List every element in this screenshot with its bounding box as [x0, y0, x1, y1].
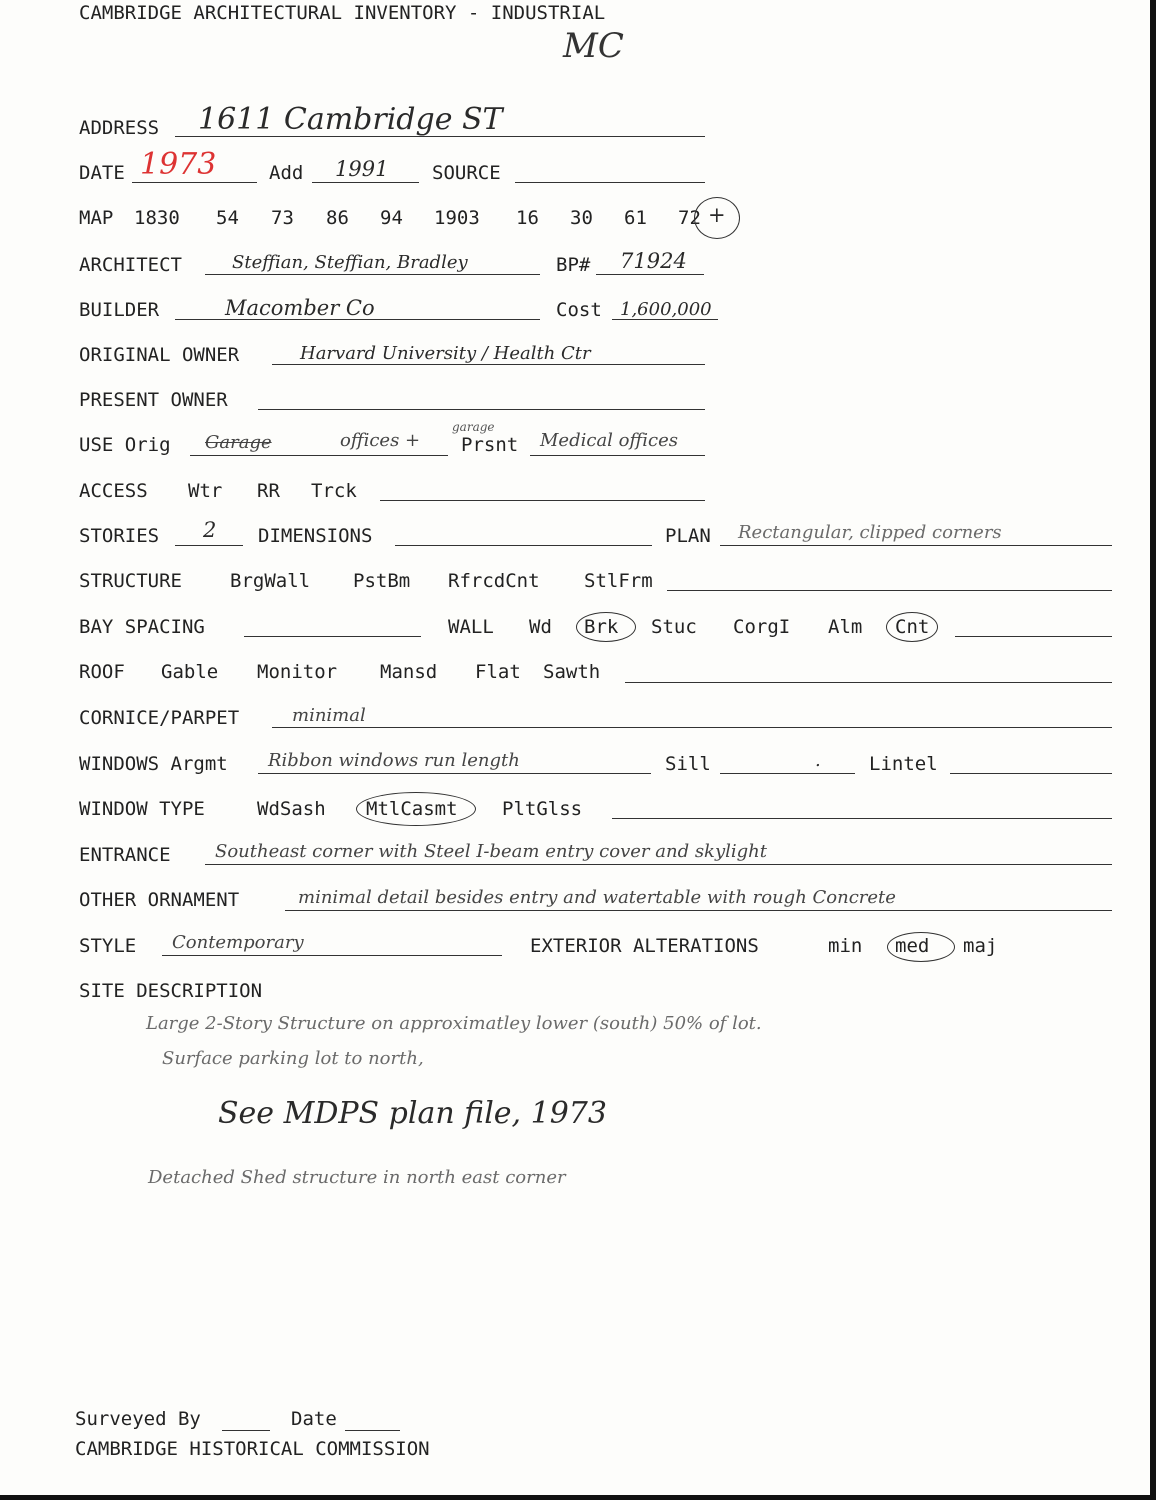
use-orig-insert: garage	[452, 420, 495, 434]
map-year: 73	[271, 207, 294, 229]
map-year: 54	[216, 207, 239, 229]
add-value: 1991	[335, 157, 389, 181]
roof-option: Monitor	[257, 661, 338, 683]
sill-label: Sill	[665, 753, 711, 775]
lintel-label: Lintel	[869, 753, 938, 775]
cornice-value: minimal	[292, 705, 366, 726]
ornament-line	[285, 910, 1112, 911]
address-label: ADDRESS	[79, 117, 160, 139]
roof-option: Sawth	[543, 661, 601, 683]
wall-line	[955, 636, 1112, 637]
surveyed-date-line	[345, 1430, 400, 1431]
alterations-circle	[887, 932, 955, 962]
access-label: ACCESS	[79, 480, 148, 502]
map-label: MAP	[79, 207, 114, 229]
surveyed-by-line	[222, 1430, 270, 1431]
cost-label: Cost	[556, 299, 602, 321]
window-type-line	[612, 818, 1112, 819]
add-label: Add	[269, 162, 304, 184]
roof-label: ROOF	[79, 661, 125, 683]
present-owner-line	[258, 409, 705, 410]
roof-option: Mansd	[380, 661, 438, 683]
entrance-value: Southeast corner with Steel I-beam entry cover and skylight	[215, 841, 767, 862]
roof-option: Flat	[475, 661, 521, 683]
site-description-line: Surface parking lot to north,	[162, 1048, 424, 1069]
structure-option: StlFrm	[584, 570, 653, 592]
structure-option: RfrcdCnt	[448, 570, 540, 592]
map-year: 1903	[434, 207, 480, 229]
site-plan-note: See MDPS plan file, 1973	[218, 1096, 607, 1131]
site-description-label: SITE DESCRIPTION	[79, 980, 263, 1002]
site-description-line: Large 2-Story Structure on approximatley lower (south) 50% of lot.	[146, 1013, 762, 1034]
style-line	[162, 955, 502, 956]
style-label: STYLE	[79, 935, 137, 957]
roof-line	[625, 682, 1112, 683]
address-value: 1611 Cambridge ST	[198, 102, 503, 137]
stories-line	[175, 545, 243, 546]
wall-option: Stuc	[651, 616, 697, 638]
map-year: 86	[326, 207, 349, 229]
original-owner-label: ORIGINAL OWNER	[79, 344, 240, 366]
entrance-label: ENTRANCE	[79, 844, 171, 866]
wall-brick-circle	[576, 612, 636, 642]
commission-footer: CAMBRIDGE HISTORICAL COMMISSION	[75, 1438, 430, 1460]
access-option: Trck	[311, 480, 357, 502]
site-description-line: Detached Shed structure in north east corner	[148, 1167, 566, 1188]
roof-option: Gable	[161, 661, 219, 683]
bp-line	[596, 274, 704, 275]
alterations-option: maj	[963, 935, 998, 957]
architect-value: Steffian, Steffian, Bradley	[232, 252, 468, 273]
alterations-label: EXTERIOR ALTERATIONS	[530, 935, 759, 957]
cost-value: 1,600,000	[620, 299, 712, 320]
windows-arrangement-label: WINDOWS Argmt	[79, 753, 228, 775]
ornament-label: OTHER ORNAMENT	[79, 889, 240, 911]
use-present-line	[530, 455, 705, 456]
access-option: Wtr	[188, 480, 223, 502]
date-label: DATE	[79, 162, 125, 184]
cornice-line	[272, 727, 1112, 728]
access-option: RR	[257, 480, 280, 502]
source-label: SOURCE	[432, 162, 501, 184]
sill-line	[720, 773, 855, 774]
present-owner-label: PRESENT OWNER	[79, 389, 228, 411]
bay-spacing-label: BAY SPACING	[79, 616, 205, 638]
scan-edge-right	[1150, 0, 1156, 1500]
map-year: 61	[624, 207, 647, 229]
use-orig-struck: Garage	[205, 432, 272, 453]
wall-option-selected: Cnt	[895, 616, 930, 638]
structure-line	[667, 590, 1112, 591]
sill-value: .	[815, 750, 821, 771]
architect-label: ARCHITECT	[79, 254, 182, 276]
wall-concrete-circle	[886, 612, 938, 642]
structure-label: STRUCTURE	[79, 570, 182, 592]
wall-option-selected: Brk	[584, 616, 619, 638]
bp-label: BP#	[556, 254, 591, 276]
lintel-line	[950, 773, 1112, 774]
stamp-initials: MC	[563, 26, 624, 66]
wall-option: Alm	[828, 616, 863, 638]
use-orig-line	[190, 455, 448, 456]
window-type-label: WINDOW TYPE	[79, 798, 205, 820]
date-value: 1973	[140, 147, 217, 182]
access-line	[380, 500, 705, 501]
bay-spacing-line	[244, 636, 421, 637]
surveyed-by-label: Surveyed By	[75, 1408, 201, 1430]
map-year: 72	[678, 207, 701, 229]
builder-value: Macomber Co	[225, 296, 375, 320]
add-line	[312, 182, 419, 183]
structure-option: PstBm	[353, 570, 411, 592]
structure-option: BrgWall	[230, 570, 311, 592]
alterations-option-selected: med	[895, 935, 930, 957]
entrance-line	[205, 864, 1112, 865]
scan-edge-bottom	[0, 1495, 1156, 1500]
map-plus-mark: +	[708, 203, 726, 227]
alterations-option: min	[828, 935, 863, 957]
original-owner-value: Harvard University / Health Ctr	[300, 343, 591, 364]
plan-line	[720, 545, 1112, 546]
windows-arrangement-line	[258, 773, 651, 774]
use-present-value: Medical offices	[540, 430, 678, 451]
form-title: CAMBRIDGE ARCHITECTURAL INVENTORY - INDUSTRIAL	[79, 2, 606, 24]
bp-value: 71924	[620, 249, 687, 273]
window-type-option: WdSash	[257, 798, 326, 820]
wall-label: WALL	[448, 616, 494, 638]
style-value: Contemporary	[172, 932, 304, 953]
stories-label: STORIES	[79, 525, 160, 547]
map-year: 30	[570, 207, 593, 229]
stories-value: 2	[203, 518, 217, 542]
wall-option: Wd	[529, 616, 552, 638]
wall-option: CorgI	[733, 616, 791, 638]
surveyed-date-label: Date	[291, 1408, 337, 1430]
plan-value: Rectangular, clipped corners	[738, 522, 1002, 543]
window-type-option-selected: MtlCasmt	[366, 798, 458, 820]
plan-label: PLAN	[665, 525, 711, 547]
use-orig-label: USE Orig	[79, 434, 171, 456]
dimensions-label: DIMENSIONS	[258, 525, 373, 547]
date-line	[132, 182, 257, 183]
source-line	[515, 182, 705, 183]
ornament-value: minimal detail besides entry and watertable with rough Concrete	[298, 887, 896, 908]
map-year: 94	[380, 207, 403, 229]
map-year: 16	[516, 207, 539, 229]
map-year: 1830	[134, 207, 180, 229]
window-type-option: PltGlss	[502, 798, 583, 820]
cornice-label: CORNICE/PARPET	[79, 707, 240, 729]
dimensions-line	[395, 545, 652, 546]
builder-label: BUILDER	[79, 299, 160, 321]
window-type-circle	[356, 792, 476, 826]
use-orig-value: offices +	[340, 430, 421, 451]
windows-arrangement-value: Ribbon windows run length	[268, 750, 520, 771]
use-present-label: Prsnt	[461, 434, 519, 456]
